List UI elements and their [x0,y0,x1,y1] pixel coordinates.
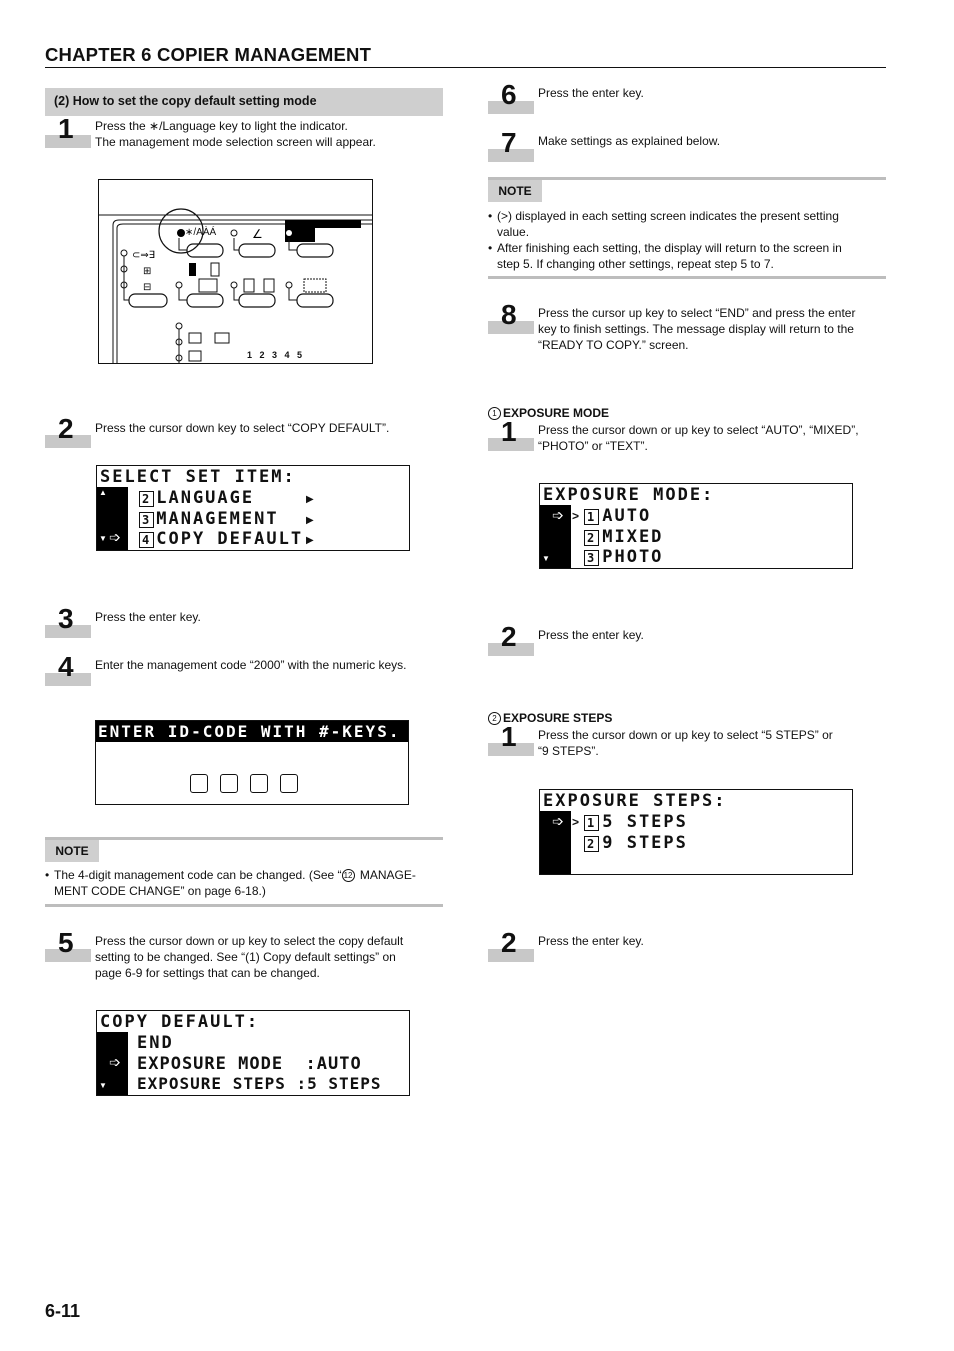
step-number-1: 1 [45,114,91,148]
step-1-text: Press the ∗/Language key to light the indicator. The management mode selection screen will appear. [95,119,376,149]
svg-text:∠: ∠ [252,227,263,241]
lcd-exposure-mode [539,483,853,569]
exposure-mode-step-2: 2 [488,622,534,656]
lcd-option-9-steps: 2 9 STEPS [584,833,688,854]
scroll-up-icon: ▲ [99,488,107,497]
lcd-option-photo: 3 PHOTO [584,547,663,568]
step-number-7: 7 [488,128,534,162]
note-rule-bottom [45,904,443,907]
exposure-mode-step-2-text: Press the enter key. [538,628,644,642]
lcd-exposure-mode-title: EXPOSURE MODE: [543,485,715,505]
lcd-exposure-steps [539,789,853,875]
section-title: (2) How to set the copy default setting mode [54,94,317,108]
cursor-arrow-icon: ➩ [552,507,564,523]
exposure-steps-heading: 2 EXPOSURE STEPS [488,711,612,725]
lcd-copy-exposure-mode: EXPOSURE MODE :AUTO [137,1054,362,1074]
lcd-select-title: SELECT SET ITEM: [100,467,296,487]
lcd-copy-default [96,1010,410,1096]
lcd-option-language: 2 LANGUAGE [139,488,254,509]
step-4-text: Enter the management code “2000” with the numeric keys. [95,658,407,672]
step-2-text: Press the cursor down key to select “COPY DEFAULT”. [95,421,390,435]
exposure-steps-step-1-text: Press the cursor down or up key to select “5 STEPS” or “9 STEPS”. [538,728,833,758]
language-key-label: ∗/AÀÁ [185,227,217,238]
note-rule-top [488,177,886,180]
step-number-3: 3 [45,604,91,638]
chapter-title: CHAPTER 6 COPIER MANAGEMENT [45,44,372,65]
lcd-option-copy-default: 4 COPY DEFAULT [139,529,303,550]
lcd-option-auto: 1 AUTO [584,506,651,527]
lcd-exposure-steps-title: EXPOSURE STEPS: [543,791,727,811]
lcd-id-title: ENTER ID-CODE WITH #-KEYS. [98,722,401,741]
control-panel-illustration [98,179,373,364]
exposure-mode-step-1-text: Press the cursor down or up key to select “AUTO”, “MIXED”, “PHOTO” or “TEXT”. [538,423,859,453]
scroll-down-icon: ▼ [542,554,550,563]
svg-text:⊟: ⊟ [143,282,152,293]
section-title-bar [45,88,443,116]
lcd-copy-title: COPY DEFAULT: [100,1012,260,1032]
lcd-copy-exposure-steps: EXPOSURE STEPS :5 STEPS [137,1074,382,1093]
note-right-text: • (>) displayed in each setting screen indicates the present setting value. • After finishing each setting, the display will return to the screen in step 5. If changing other settings, repeat step 5 to 7. [488,208,886,272]
code-entry-boxes [184,774,304,798]
lcd-option-management: 3 MANAGEMENT [139,509,279,530]
step-8-text: Press the cursor up key to select “END” and press the enter key to finish settings. The message display will return to the “READY TO COPY.” screen. [538,306,856,352]
step-6-text: Press the enter key. [538,86,644,100]
scroll-down-icon: ▼ [99,1081,107,1090]
step-number-4: 4 [45,652,91,686]
submenu-arrow-icon: ▶ [306,515,314,526]
svg-text:⊞: ⊞ [143,266,152,277]
panel-numbers: 1 2 3 4 5 [247,350,303,360]
cursor-arrow-icon: ➩ [109,1054,121,1070]
cursor-arrow-icon: ➩ [552,813,564,829]
submenu-arrow-icon: ▶ [306,535,314,546]
note-rule-bottom [488,276,886,279]
chapter-rule [45,67,886,68]
lcd-option-5-steps: 1 5 STEPS [584,812,688,833]
svg-text:⊂⇒∃: ⊂⇒∃ [132,250,156,261]
step-7-text: Make settings as explained below. [538,134,721,148]
step-3-text: Press the enter key. [95,610,201,624]
step-number-6: 6 [488,80,534,114]
note-rule-top [45,837,443,840]
lcd-select-set-item [96,465,410,551]
note-label: NOTE [45,840,99,862]
exposure-steps-step-1: 1 [488,722,534,756]
step-number-8: 8 [488,300,534,334]
submenu-arrow-icon: ▶ [306,494,314,505]
note-label: NOTE [488,180,542,202]
exposure-steps-step-2-text: Press the enter key. [538,934,644,948]
exposure-steps-step-2: 2 [488,928,534,962]
step-5-text: Press the cursor down or up key to select the copy default setting to be changed. See “(1) Copy default settings” on page 6-9 for settings that can be changed. [95,934,404,980]
note-left-text: • The 4-digit management code can be changed. (See “ 12 MANAGE- MENT CODE CHANGE” on page 6-18.) [45,867,443,899]
current-setting-marker: > [572,509,580,523]
step-number-2: 2 [45,414,91,448]
cursor-arrow-icon: ➩ [109,529,121,545]
lcd-option-mixed: 2 MIXED [584,527,663,548]
current-setting-marker: > [572,815,580,829]
lcd-enter-id-code [95,720,409,805]
step-number-5: 5 [45,928,91,962]
scroll-down-icon: ▼ [99,534,107,543]
exposure-mode-step-1: 1 [488,417,534,451]
page-number: 6-11 [45,1301,81,1321]
exposure-mode-heading: 1 EXPOSURE MODE [488,406,609,420]
lcd-copy-end: END [137,1033,174,1053]
